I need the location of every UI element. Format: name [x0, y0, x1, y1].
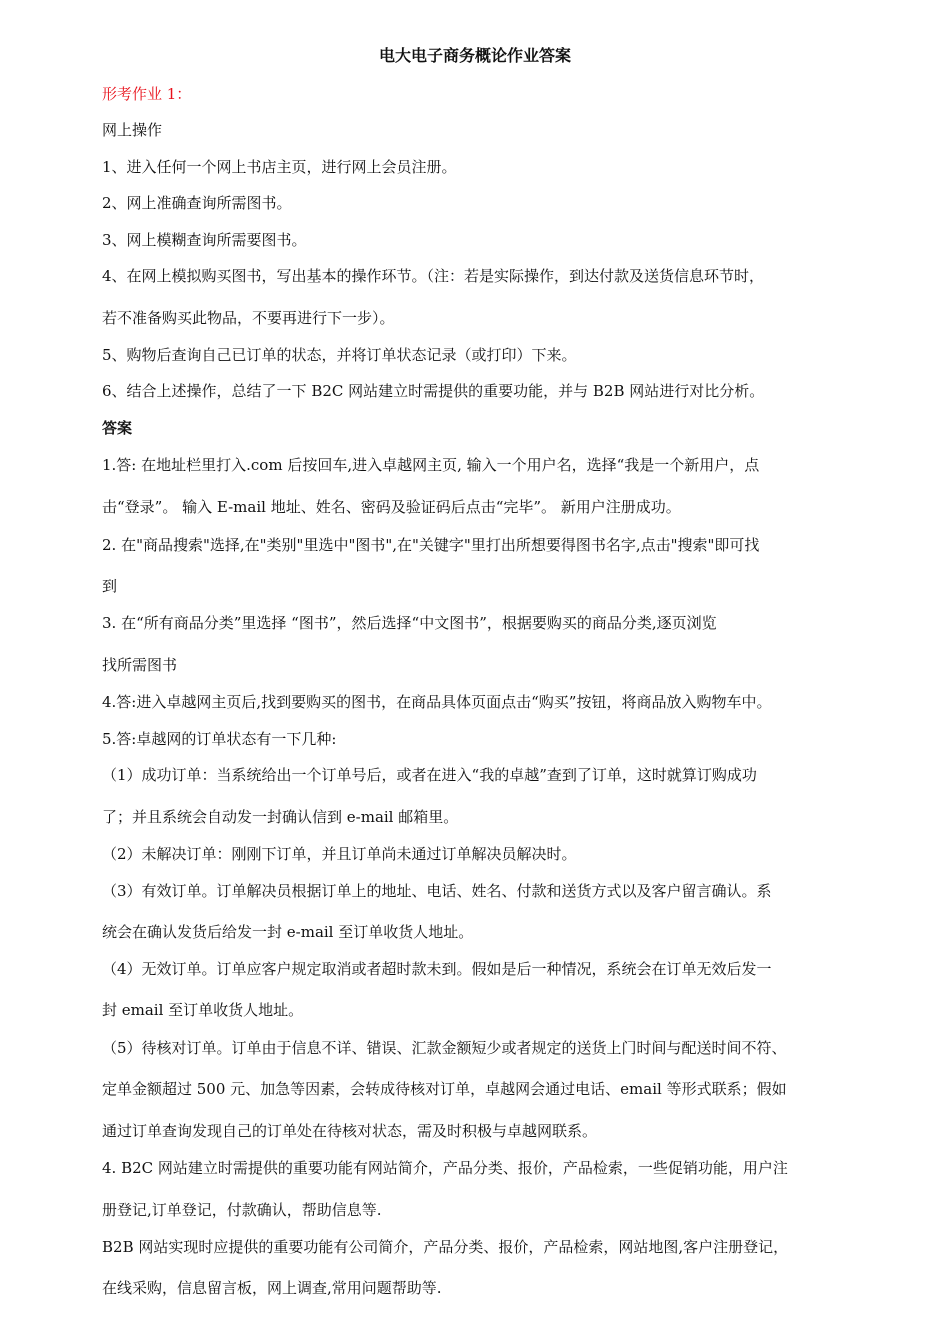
answer-line: （1）成功订单：当系统给出一个订单号后，或者在进入“我的卓越”查到了订单，这时就算订购成功 — [102, 766, 757, 784]
answer-line: 册登记,订单登记，付款确认，帮助信息等. — [102, 1201, 382, 1219]
answer-line: 通过订单查询发现自己的订单处在待核对状态，需及时积极与卓越网联系。 — [102, 1122, 598, 1140]
answer-line: （4）无效订单。订单应客户规定取消或者超时款未到。假如是后一种情况，系统会在订单无效后发一 — [102, 960, 772, 978]
answer-line: 2. 在"商品搜索"选择,在"类别"里选中"图书",在"关键字"里打出所想要得图书名字,点击"搜索"即可找 — [102, 536, 760, 554]
answer-line: 找所需图书 — [102, 656, 178, 674]
question-line: 1、进入任何一个网上书店主页，进行网上会员注册。 — [102, 158, 457, 176]
answer-line: 4.答:进入卓越网主页后,找到要购买的图书，在商品具体页面点击“购买”按钮，将商品放入购物车中。 — [102, 693, 772, 711]
answer-line: 4. B2C 网站建立时需提供的重要功能有网站简介，产品分类、报价，产品检索，一些促销功能，用户注 — [102, 1159, 788, 1177]
answer-line: 封 email 至订单收货人地址。 — [102, 1001, 304, 1019]
answer-line: 了；并且系统会自动发一封确认信到 e-mail 邮箱里。 — [102, 808, 459, 826]
answer-line: 统会在确认发货后给发一封 e-mail 至订单收货人地址。 — [102, 923, 474, 941]
answer-line: 5.答:卓越网的订单状态有一下几种: — [102, 730, 337, 748]
answer-heading: 答案 — [102, 419, 133, 437]
question-line: 6、结合上述操作，总结了一下 B2C 网站建立时需提供的重要功能，并与 B2B 网站进行对比分析。 — [102, 382, 765, 400]
question-line: 若不准备购买此物品，不要再进行下一步）。 — [102, 309, 395, 327]
document-title: 电大电子商务概论作业答案 — [378, 46, 571, 65]
section-heading: 形考作业 1： — [102, 85, 192, 103]
question-line: 3、网上模糊查询所需要图书。 — [102, 231, 307, 249]
answer-line: （3）有效订单。订单解决员根据订单上的地址、电话、姓名、付款和送货方式以及客户留言确认。系 — [102, 882, 772, 900]
answer-line: 到 — [102, 577, 118, 595]
question-line: 4、在网上模拟购买图书，写出基本的操作环节。（注：若是实际操作，到达付款及送货信息环节时， — [102, 267, 765, 285]
question-line: 2、网上准确查询所需图书。 — [102, 194, 292, 212]
answer-line: 1.答: 在地址栏里打入.com 后按回车,进入卓越网主页, 输入一个用户名，选择“我是一个新用户，点 — [102, 456, 760, 474]
answer-line: 击“登录”。 输入 E-mail 地址、姓名、密码及验证码后点击“完毕”。 新用户注册成功。 — [102, 498, 681, 516]
answer-line: 定单金额超过 500 元、加急等因素，会转成待核对订单，卓越网会通过电话、email 等形式联系；假如 — [102, 1080, 787, 1098]
answer-line: 在线采购，信息留言板，网上调查,常用问题帮助等. — [102, 1279, 442, 1297]
answer-line: （2）未解决订单：刚刚下订单，并且订单尚未通过订单解决员解决时。 — [102, 845, 577, 863]
answer-line: B2B 网站实现时应提供的重要功能有公司简介，产品分类、报价，产品检索，网站地图,客户注册登记， — [102, 1238, 789, 1256]
answer-line: （5）待核对订单。订单由于信息不详、错误、汇款金额短少或者规定的送货上门时间与配送时间不符、 — [102, 1039, 787, 1057]
subheading: 网上操作 — [102, 121, 163, 139]
answer-line: 3. 在“所有商品分类”里选择 “图书”，然后选择“中文图书”，根据要购买的商品分类,逐页浏览 — [102, 614, 717, 632]
question-line: 5、购物后查询自己已订单的状态，并将订单状态记录（或打印）下来。 — [102, 346, 577, 364]
